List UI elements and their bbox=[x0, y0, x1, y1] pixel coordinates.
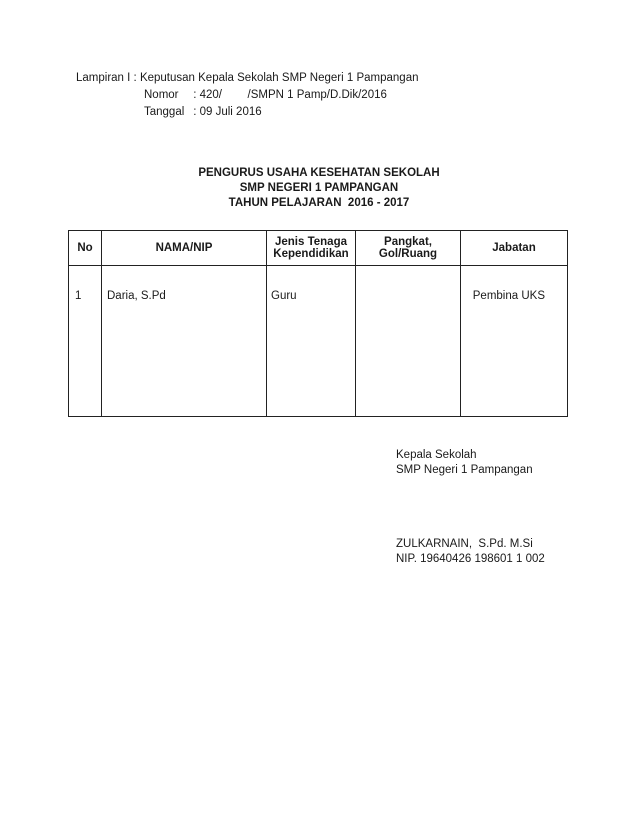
lampiran-line bbox=[76, 72, 419, 84]
title-line-3: TAHUN PELAJARAN 2016 - 2017 bbox=[228, 197, 410, 209]
signature-school: SMP Negeri 1 Pampangan bbox=[396, 464, 533, 476]
signature-nip: NIP. 19640426 198601 1 002 bbox=[396, 553, 545, 565]
header-no: No bbox=[69, 231, 102, 266]
nomor-label: Nomor bbox=[144, 89, 179, 101]
cell-jenis: Guru bbox=[267, 266, 356, 417]
header-nama-nip: NAMA/NIP bbox=[102, 231, 267, 266]
tanggal-line bbox=[144, 106, 262, 118]
lampiran-value: Keputusan Kepala Sekolah SMP Negeri 1 Pampangan bbox=[139, 72, 419, 84]
nomor-value: 420/ /SMPN 1 Pamp/D.Dik/2016 bbox=[199, 89, 387, 101]
table-row bbox=[69, 266, 568, 417]
header-pangkat-line-2: Gol/Ruang bbox=[378, 248, 438, 260]
title-line-1: PENGURUS USAHA KESEHATAN SEKOLAH bbox=[198, 167, 440, 179]
pengurus-table bbox=[68, 230, 568, 417]
header-jenis-line-2: Kependidikan bbox=[273, 248, 349, 260]
cell-pangkat bbox=[356, 266, 461, 417]
signature-title: Kepala Sekolah bbox=[396, 449, 477, 461]
header-jenis-line-1: Jenis Tenaga bbox=[274, 236, 347, 248]
cell-no: 1 bbox=[69, 266, 102, 417]
table-header-row bbox=[69, 231, 568, 266]
title-line-2: SMP NEGERI 1 PAMPANGAN bbox=[239, 182, 399, 194]
cell-jabatan: Pembina UKS bbox=[461, 266, 568, 417]
header-pangkat-line-1: Pangkat, bbox=[384, 236, 432, 248]
signature-name: ZULKARNAIN, S.Pd. M.Si bbox=[396, 538, 533, 550]
nomor-separator: : bbox=[193, 89, 197, 101]
header-jenis-tenaga bbox=[267, 231, 356, 266]
lampiran-separator: : bbox=[133, 72, 137, 84]
header-pangkat bbox=[356, 231, 461, 266]
tanggal-separator: : bbox=[193, 106, 197, 118]
tanggal-label: Tanggal bbox=[144, 106, 185, 118]
header-jabatan: Jabatan bbox=[461, 231, 568, 266]
cell-nama: Daria, S.Pd bbox=[102, 266, 267, 417]
nomor-line bbox=[144, 89, 387, 101]
tanggal-value: 09 Juli 2016 bbox=[199, 106, 262, 118]
lampiran-label: Lampiran I bbox=[76, 72, 131, 84]
